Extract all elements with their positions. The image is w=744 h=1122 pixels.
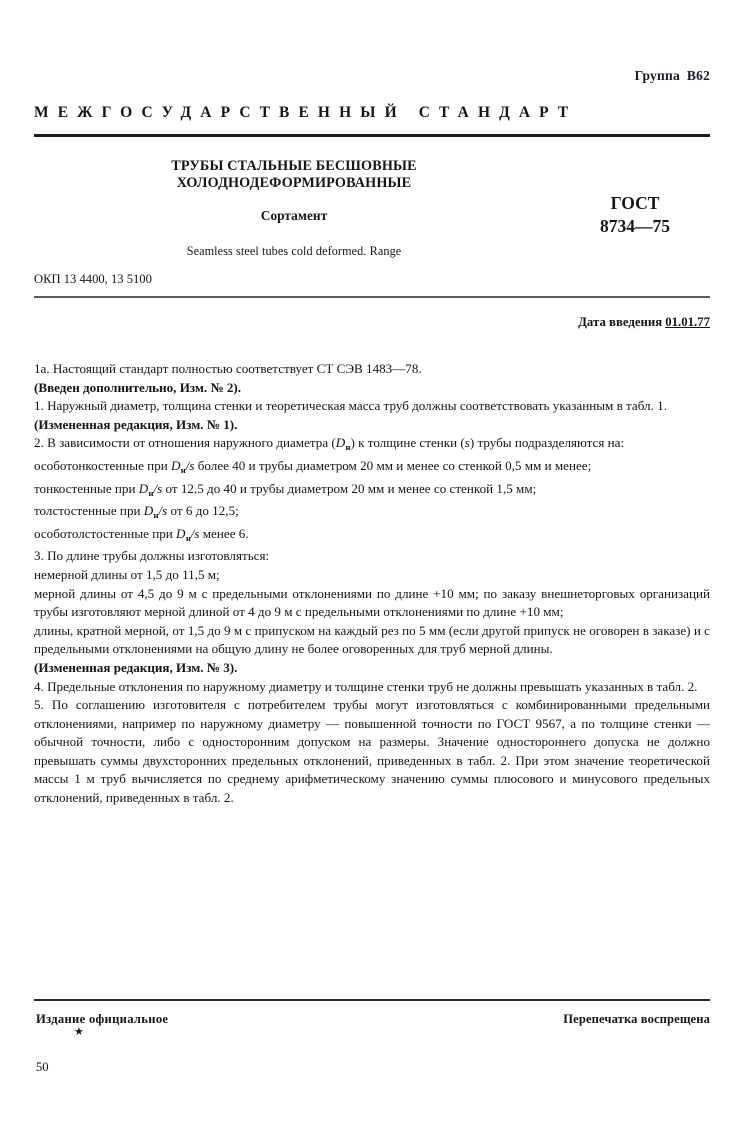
paragraph-2-item-1: [34, 457, 710, 480]
paragraph-3-item-2: мерной длины от 4,5 до 9 м с предельными отклонениями по длине +10 мм; по заказу внешнеторговых организаций трубы изготовляют мерной длиной от 4 до 9 м с предельными отклонениями по длине +10 мм;: [34, 585, 710, 620]
item-2-text-b: от 12,5 до 40 и трубы диаметром 20 мм и менее со стенкой 1,5 мм;: [162, 480, 537, 496]
item-3-text-b: от 6 до 12,5;: [167, 503, 239, 519]
paragraph-1a-note: (Введен дополнительно, Изм. № 2).: [34, 379, 242, 395]
paragraph-2-item-4: [34, 525, 710, 548]
okp-code: ОКП 13 4400, 13 5100: [34, 272, 152, 286]
symbol-dn-over-s: $D_н/s$: [138, 480, 163, 498]
date-introduction-label: Дата введения: [578, 315, 663, 329]
title-line-1: ТРУБЫ СТАЛЬНЫЕ БЕСШОВНЫЕ: [171, 158, 417, 174]
paragraph-3: 3. По длине трубы должны изготовляться:: [34, 548, 270, 564]
header-rule: [34, 134, 710, 137]
standard-heading: МЕЖГОСУДАРСТВЕННЫЙ СТАНДАРТ: [34, 104, 578, 121]
item-4-text-b: менее 6.: [199, 525, 249, 541]
paragraph-2-end: ) трубы подразделяются на:: [469, 435, 625, 451]
item-1-text-a: особотонкостенные при: [34, 457, 172, 473]
footer-right-text: Перепечатка воспрещена: [563, 1012, 710, 1026]
paragraph-2-mid: ) к толщине стенки (: [350, 435, 465, 451]
title-english: Seamless steel tubes cold deformed. Range: [186, 244, 402, 258]
footer-left-text: Издание официальное: [36, 1012, 169, 1026]
symbol-dn-over-s: $D_н/s$: [143, 503, 168, 521]
item-2-text-a: тонкостенные при: [34, 480, 139, 496]
page-number: 50: [36, 1060, 49, 1074]
paragraph-1: 1. Наружный диаметр, толщина стенки и теоретическая масса труб должны соответствовать указанным в табл. 1.: [34, 398, 667, 414]
paragraph-1a: 1а. Настоящий стандарт полностью соответствует СТ СЭВ 1483—78.: [34, 361, 422, 376]
star-icon: ★: [74, 1026, 84, 1038]
date-introduction: [578, 315, 710, 330]
paragraph-3-note: (Измененная редакция, Изм. № 3).: [34, 659, 238, 675]
paragraph-5: 5. По соглашению изготовителя с потребителем трубы могут изготовляться с комбинированными предельными отклонениями, например по наружному диаметру — повышенной точности по ГОСТ 9567, а по толщине стенки — обычной точности, либо с односторонним допуском на размеры. Значение одностороннего допуска не должно превышать суммы двухсторонних предельных отклонений, приведенных в табл. 2. При этом значение теоретической массы 1 м труб вычисляется по среднему арифметическому значению суммы плюсового и минусового предельных отклонений, приведенных в табл. 2.: [34, 697, 710, 806]
paragraph-2-item-3: [34, 502, 710, 525]
symbol-dn-over-s: $D_н/s$: [171, 457, 195, 475]
item-4-text-a: особотолстостенные при: [34, 525, 177, 541]
group-code: В62: [686, 68, 710, 83]
symbol-dn: $D_н$: [335, 435, 351, 453]
footer-rule: [34, 999, 710, 1001]
title-block: [34, 158, 554, 259]
paragraph-1-note: (Измененная редакция, Изм. № 1).: [34, 416, 238, 432]
group-label: Группа: [634, 68, 680, 83]
paragraph-4: 4. Предельные отклонения по наружному диаметру и толщине стенки труб не должны превышать указанных в табл. 2.: [34, 678, 698, 694]
title-line-2: ХОЛОДНОДЕФОРМИРОВАННЫЕ: [176, 175, 412, 191]
paragraph-2-item-2: [34, 480, 710, 503]
item-1-text-b: более 40 и трубы диаметром 20 мм и менее со стенкой 0,5 мм и менее;: [194, 457, 592, 473]
item-3-text-a: толстостенные при: [34, 503, 144, 519]
group-code-line: [635, 68, 710, 84]
gost-number: 8734—75: [600, 216, 670, 236]
paragraph-3-item-1: немерной длины от 1,5 до 11,5 м;: [34, 566, 220, 582]
paragraph-2: [34, 434, 710, 457]
gost-designation: [560, 192, 710, 238]
symbol-dn-over-s: $D_н/s$: [176, 525, 200, 543]
title-subtitle: Сортамент: [260, 208, 328, 223]
title-rule: [34, 296, 710, 298]
gost-word: ГОСТ: [610, 193, 660, 213]
paragraph-2-start: 2. В зависимости от отношения наружного диаметра (: [34, 435, 336, 451]
date-introduction-value: 01.01.77: [665, 315, 710, 329]
symbol-s: s: [464, 435, 470, 451]
paragraph-3-item-3: длины, кратной мерной, от 1,5 до 9 м с припуском на каждый рез по 5 мм (если другой припуск не оговорен в заказе) и с предельными отклонениями на общую длину не более оговоренных для труб мерной длины.: [34, 622, 710, 657]
document-body: [34, 360, 710, 808]
